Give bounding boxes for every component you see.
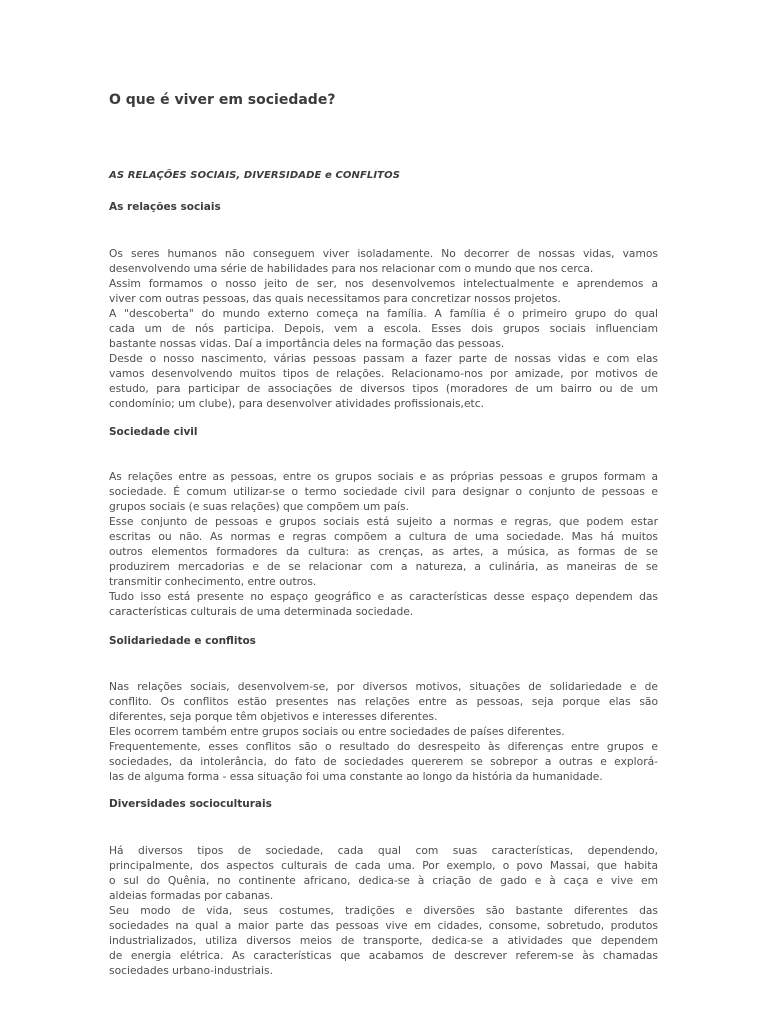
- text-line: desenvolvendo uma série de habilidades para nos relacionar com o mundo que nos cerca.: [109, 262, 594, 275]
- text-line: Assim formamos o nosso jeito de ser, nos desenvolvemos intelectualmente e aprendemos a: [109, 277, 658, 290]
- text-line: grupos sociais (e suas relações) que compõem um país.: [109, 500, 409, 513]
- page-title: O que é viver em sociedade?: [109, 92, 336, 108]
- text-line: viver com outras pessoas, das quais necessitamos para concretizar nossos projetos.: [109, 292, 561, 305]
- section-body-sociedade-civil: [109, 469, 658, 619]
- section-heading-relacoes-sociais: As relações sociais: [109, 201, 221, 213]
- text-line: bastante nossas vidas. Daí a importância deles na formação das pessoas.: [109, 337, 505, 350]
- text-line: aldeias formadas por cabanas.: [109, 889, 274, 902]
- section-heading-sociedade-civil: Sociedade civil: [109, 426, 198, 438]
- text-line: Os seres humanos não conseguem viver isoladamente. No decorrer de nossas vidas, vamos: [109, 247, 658, 260]
- text-line: Desde o nosso nascimento, várias pessoas passam a fazer parte de nossas vidas e com elas: [109, 352, 658, 365]
- text-line: sociedades, da intolerância, do fato de sociedades quererem se sobrepor a outras e explorá-: [109, 755, 658, 768]
- text-line: Eles ocorrem também entre grupos sociais ou entre sociedades de países diferentes.: [109, 725, 565, 738]
- text-line: condomínio; um clube), para desenvolver atividades profissionais,etc.: [109, 397, 484, 410]
- text-line: Tudo isso está presente no espaço geográfico e as características desse espaço dependem das: [109, 590, 658, 603]
- section-body-relacoes-sociais: [109, 246, 658, 411]
- text-line: las de alguma forma - essa situação foi uma constante ao longo da história da humanidade.: [109, 770, 603, 783]
- text-line: o sul do Quênia, no continente africano, dedica-se à criação de gado e à caça e vive em: [109, 874, 658, 887]
- section-heading-solidariedade-conflitos: Solidariedade e conflitos: [109, 635, 256, 647]
- text-line: A "descoberta" do mundo externo começa na família. A família é o primeiro grupo do qual: [109, 307, 658, 320]
- text-line: transmitir conhecimento, entre outros.: [109, 575, 317, 588]
- text-line: de energia elétrica. As características que acabamos de descrever referem-se às chamadas: [109, 949, 658, 962]
- text-line: Frequentemente, esses conflitos são o resultado do desrespeito às diferenças entre grupos e: [109, 740, 658, 753]
- text-line: diferentes, seja porque têm objetivos e interesses diferentes.: [109, 710, 438, 723]
- text-line: Esse conjunto de pessoas e grupos sociais está sujeito a normas e regras, que podem estar: [109, 515, 658, 528]
- text-line: estudo, para participar de associações de diversos tipos (moradores de um bairro ou de um: [109, 382, 658, 395]
- text-line: Há diversos tipos de sociedade, cada qual com suas características, dependendo,: [109, 844, 658, 857]
- text-line: As relações entre as pessoas, entre os grupos sociais e as próprias pessoas e grupos formam a: [109, 470, 658, 483]
- text-line: Seu modo de vida, seus costumes, tradições e diversões são bastante diferentes das: [109, 904, 658, 917]
- text-line: vamos desenvolvendo muitos tipos de relações. Relacionamo-nos por amizade, por motivos de: [109, 367, 658, 380]
- document-subtitle: AS RELAÇÕES SOCIAIS, DIVERSIDADE e CONFLITOS: [109, 170, 401, 181]
- text-line: Nas relações sociais, desenvolvem-se, por diversos motivos, situações de solidariedade e de: [109, 680, 658, 693]
- section-body-solidariedade-conflitos: [109, 679, 658, 784]
- section-body-diversidades-socioculturais: [109, 843, 658, 978]
- text-line: principalmente, dos aspectos culturais de cada uma. Por exemplo, o povo Massai, que habita: [109, 859, 658, 872]
- text-line: industrializados, utiliza diversos meios de transporte, dedica-se a atividades que dependem: [109, 934, 658, 947]
- text-line: escritas ou não. As normas e regras compõem a cultura de uma sociedade. Mas há muitos: [109, 530, 658, 543]
- text-line: sociedades urbano-industriais.: [109, 964, 273, 977]
- text-line: sociedade. É comum utilizar-se o termo sociedade civil para designar o conjunto de pessoas e: [109, 485, 658, 498]
- text-line: outros elementos formadores da cultura: as crenças, as artes, a música, as formas de se: [109, 545, 658, 558]
- section-heading-diversidades-socioculturais: Diversidades socioculturais: [109, 798, 272, 810]
- text-line: sociedades na qual a maior parte das pessoas vive em cidades, consome, sobretudo, produtos: [109, 919, 658, 932]
- text-line: produzirem mercadorias e de se relacionar com a natureza, a culinária, as maneiras de se: [109, 560, 658, 573]
- text-line: cada um de nós participa. Depois, vem a escola. Esses dois grupos sociais influenciam: [109, 322, 658, 335]
- text-line: conflito. Os conflitos estão presentes nas relações entre as pessoas, seja porque elas são: [109, 695, 658, 708]
- text-line: características culturais de uma determinada sociedade.: [109, 605, 414, 618]
